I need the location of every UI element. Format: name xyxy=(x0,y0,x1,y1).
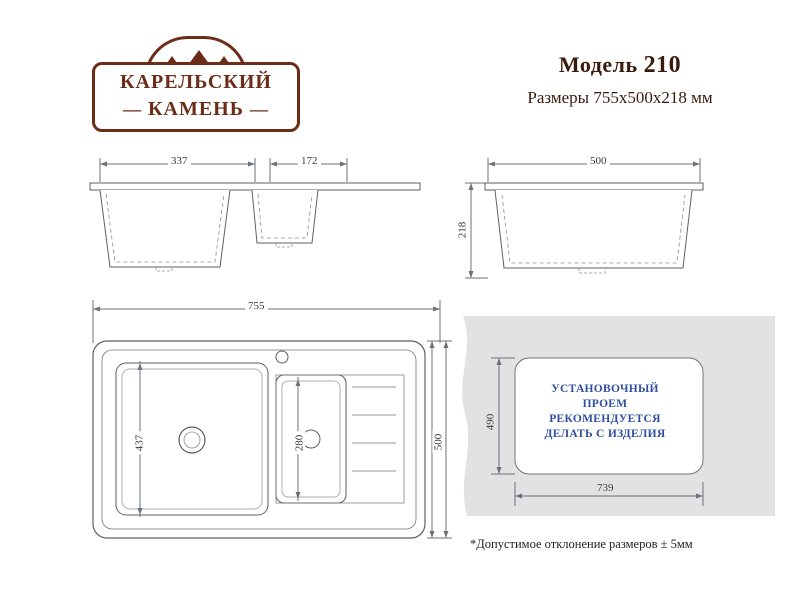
title-block xyxy=(470,52,770,108)
brand-logo xyxy=(92,36,300,132)
model-label: Модель xyxy=(558,52,638,77)
front-dim-left: 337 xyxy=(168,155,191,167)
brand-line2 xyxy=(92,98,300,121)
cutout-text-line4: ДЕЛАТЬ С ИЗДЕЛИЯ xyxy=(544,428,666,440)
brand-line2-text: КАМЕНЬ xyxy=(148,98,244,120)
side-section-view xyxy=(455,150,725,290)
brand-dash-left: — xyxy=(123,99,143,119)
cutout-text-line2: ПРОЕМ xyxy=(582,398,628,410)
top-dim-bowl-width: 437 xyxy=(133,432,145,455)
top-dim-height: 500 xyxy=(432,431,444,454)
cutout-text-line1: УСТАНОВОЧНЫЙ xyxy=(551,383,659,395)
top-view xyxy=(80,295,460,565)
cutout-instruction-text xyxy=(520,382,690,442)
model-number: 210 xyxy=(643,52,682,78)
page-title xyxy=(470,52,770,79)
cutout-dim-width: 739 xyxy=(594,482,617,494)
top-dim-width: 755 xyxy=(245,300,268,312)
front-dim-right: 172 xyxy=(298,155,321,167)
front-section-view xyxy=(80,150,460,290)
brand-line1: КАРЕЛЬСКИЙ xyxy=(120,71,272,93)
dimensions-label: Размеры 755x500x218 мм xyxy=(527,88,713,107)
brand-dash-right: — xyxy=(249,99,269,119)
cutout-dim-height: 490 xyxy=(484,411,496,434)
side-dim-height: 218 xyxy=(456,219,468,242)
top-dim-bowl-small: 280 xyxy=(293,432,305,455)
side-dim-top: 500 xyxy=(587,155,610,167)
tolerance-note: *Допустимое отклонение размеров ± 5мм xyxy=(470,537,693,551)
cutout-text-line3: РЕКОМЕНДУЕТСЯ xyxy=(549,413,661,425)
